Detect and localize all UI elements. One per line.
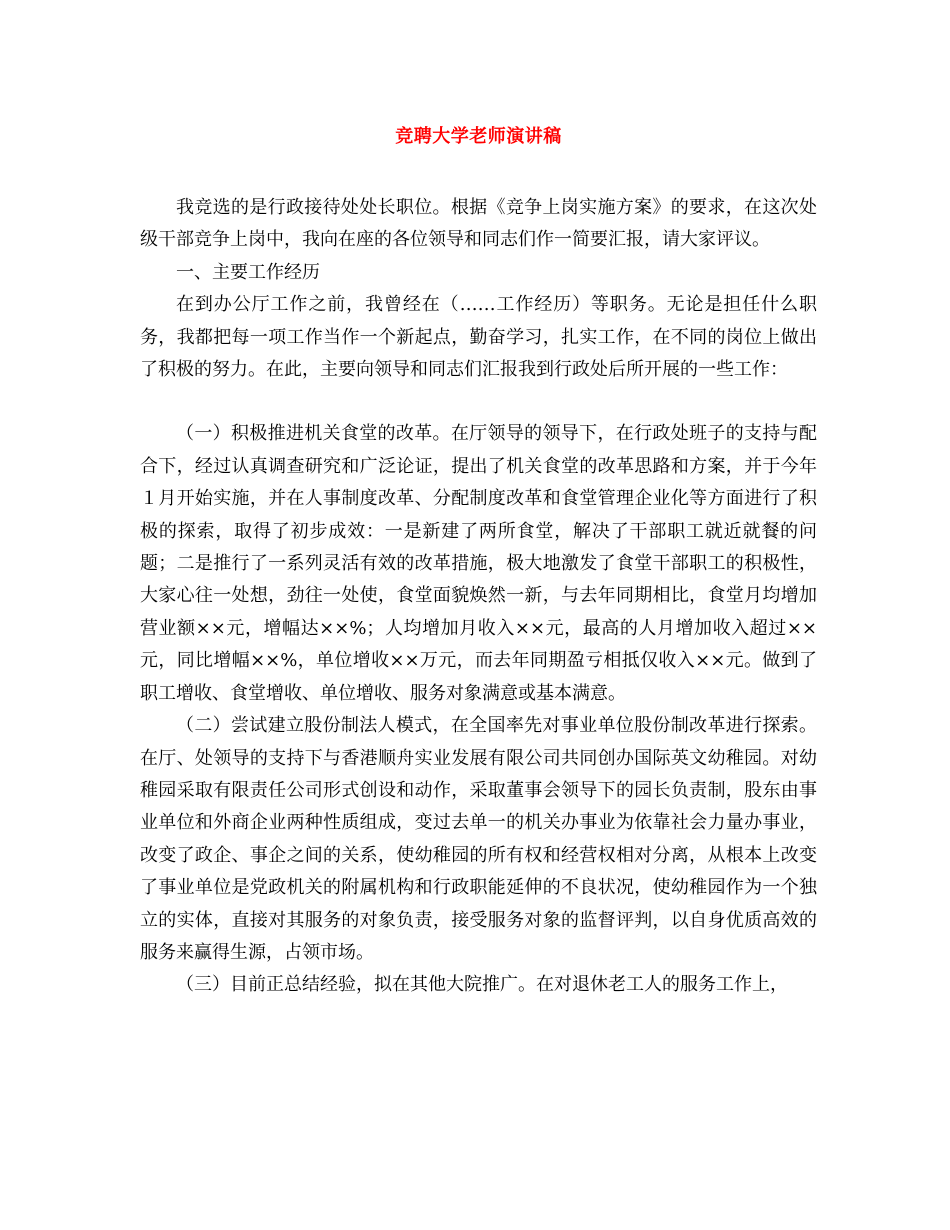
paragraph-item-2: （二）尝试建立股份制法人模式，在全国率先对事业单位股份制改革进行探索。在厅、处领导的支持下与香港顺舟实业发展有限公司共同创办国际英文幼稚园。对幼稚园采取有限责任公司形式创设和动作，采取董事会领导下的园长负责制，股东由事业单位和外商企业两种性质组成，变过去单一的机关办事业为依靠社会力量办事业，改变了政企、事企之间的关系，使幼稚园的所有权和经营权相对分离，从根本上改变了事业单位是党政机关的附属机构和行政职能延伸的不良状况，使幼稚园作为一个独立的实体，直接对其服务的对象负责，接受服务对象的监督评判，以自身优质高效的服务来赢得生源，占领市场。 xyxy=(140,715,817,963)
paragraph-intro: 我竞选的是行政接待处处长职位。根据《竞争上岗实施方案》的要求，在这次处级干部竞争上岗中，我向在座的各位领导和同志们作一简要汇报，请大家评议。 xyxy=(140,197,817,251)
paragraph-work-experience: 在到办公厅工作之前，我曾经在（……工作经历）等职务。无论是担任什么职务，我都把每一项工作当作一个新起点，勤奋学习，扎实工作，在不同的岗位上做出了积极的努力。在此，主要向领导和同志们汇报我到行政处后所开展的一些工作： xyxy=(140,294,817,381)
paragraph-item-3: （三）目前正总结经验，拟在其他大院推广。在对退休老工人的服务工作上， xyxy=(176,974,788,996)
document-title: 竞聘大学老师演讲稿 xyxy=(395,126,562,147)
document-body xyxy=(140,192,817,1002)
paragraph-item-1: （一）积极推进机关食堂的改革。在厅领导的领导下，在行政处班子的支持与配合下，经过认真调查研究和广泛论证，提出了机关食堂的改革思路和方案，并于今年１月开始实施，并在人事制度改革、分配制度改革和食堂管理企业化等方面进行了积极的探索，取得了初步成效：一是新建了两所食堂，解决了干部职工就近就餐的问题；二是推行了一系列灵活有效的改革措施，极大地激发了食堂干部职工的积极性，大家心往一处想，劲往一处使，食堂面貌焕然一新，与去年同期相比，食堂月均增加营业额××元，增幅达××%；人均增加月收入××元，最高的人月增加收入超过××元，同比增幅××%，单位增收××万元，而去年同期盈亏相抵仅收入××元。做到了职工增收、食堂增收、单位增收、服务对象满意或基本满意。 xyxy=(140,423,817,704)
section-heading-work-experience: 一、主要工作经历 xyxy=(176,261,320,283)
